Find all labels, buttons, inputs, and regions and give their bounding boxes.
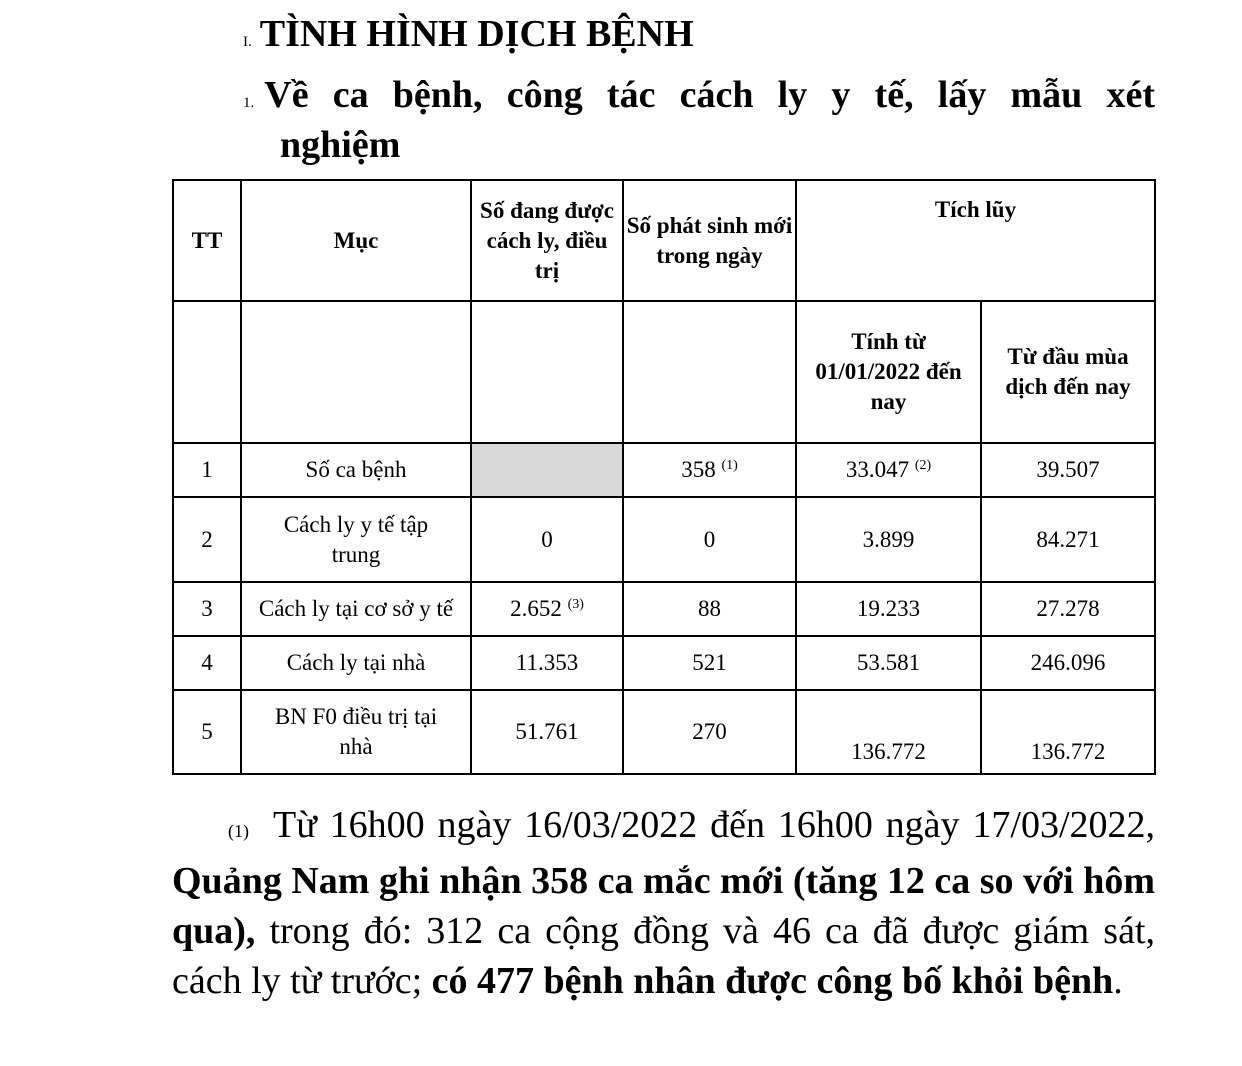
- footnote-ref: (3): [567, 597, 584, 612]
- row-all: 246.096: [981, 636, 1155, 690]
- row-tt: 5: [173, 690, 241, 774]
- table-row: [173, 443, 1155, 497]
- subsection-title-line2: nghiệm: [280, 124, 401, 166]
- table-row: [173, 497, 1155, 582]
- table-row: [173, 690, 1155, 774]
- header-tu-2022: Tính từ 01/01/2022 đến nay: [796, 301, 981, 443]
- footnote-paragraph: [172, 800, 1155, 1006]
- empty-cell: [471, 301, 623, 443]
- row-all: 39.507: [981, 443, 1155, 497]
- row-phat: 521: [623, 636, 796, 690]
- value: 358: [681, 457, 716, 482]
- note-text-2: trong đó: 312 ca cộng đồng và 46 ca đã được giám sát, cách ly từ trước;: [172, 910, 1155, 1002]
- row-phat: 0: [623, 497, 796, 582]
- row-dang: [471, 582, 623, 636]
- row-tt: 4: [173, 636, 241, 690]
- footnote-marker: (1): [228, 821, 249, 841]
- note-bold-1: Quảng Nam ghi nhận 358 ca mắc mới (tăng 12 ca so với hôm qua),: [172, 860, 1155, 952]
- header-tu-dau-mua: Từ đầu mùa dịch đến nay: [981, 301, 1155, 443]
- subsection-title-line1: Về ca bệnh, công tác cách ly y tế, lấy mẫu xét: [264, 74, 1155, 116]
- table-row: [173, 636, 1155, 690]
- row-muc: Cách ly y tế tập trung: [241, 497, 471, 582]
- value: 33.047: [845, 457, 910, 482]
- row-2022: 136.772: [796, 690, 981, 774]
- empty-cell: [623, 301, 796, 443]
- note-text-3: .: [1113, 960, 1123, 1002]
- table-row: [173, 582, 1155, 636]
- header-tich-luy: Tích lũy: [796, 180, 1155, 301]
- row-2022: 53.581: [796, 636, 981, 690]
- row-tt: 1: [173, 443, 241, 497]
- empty-cell: [241, 301, 471, 443]
- row-muc: Cách ly tại nhà: [241, 636, 471, 690]
- empty-cell: [173, 301, 241, 443]
- row-all: 84.271: [981, 497, 1155, 582]
- row-2022: 19.233: [796, 582, 981, 636]
- row-dang: 11.353: [471, 636, 623, 690]
- row-all: 136.772: [981, 690, 1155, 774]
- note-bold-2: có 477 bệnh nhân được công bố khỏi bệnh: [431, 960, 1114, 1002]
- section-heading: [243, 10, 694, 66]
- row-muc: Số ca bệnh: [241, 443, 471, 497]
- row-phat: 88: [623, 582, 796, 636]
- table-header-row: [173, 180, 1155, 301]
- footnote-ref: (1): [721, 458, 738, 473]
- row-all: 27.278: [981, 582, 1155, 636]
- row-phat: 270: [623, 690, 796, 774]
- row-tt: 3: [173, 582, 241, 636]
- header-tt: TT: [173, 180, 241, 301]
- footnote-ref: (2): [914, 458, 932, 473]
- row-2022: [796, 443, 981, 497]
- table-subheader-row: [173, 301, 1155, 443]
- row-dang: 51.761: [471, 690, 623, 774]
- row-2022: 3.899: [796, 497, 981, 582]
- header-dang-cach-ly: Số đang được cách ly, điều trị: [471, 180, 623, 301]
- row-phat: [623, 443, 796, 497]
- row-dang: 0: [471, 497, 623, 582]
- row-dang-shaded: [471, 443, 623, 497]
- note-text-1: Từ 16h00 ngày 16/03/2022 đến 16h00 ngày 17/03/2022,: [273, 804, 1155, 846]
- row-tt: 2: [173, 497, 241, 582]
- statistics-table: [172, 179, 1156, 775]
- subsection-number: 1.: [243, 95, 255, 111]
- row-muc: BN F0 điều trị tại nhà: [241, 690, 471, 774]
- section-title: TÌNH HÌNH DỊCH BỆNH: [259, 13, 694, 55]
- header-phat-sinh: Số phát sinh mới trong ngày: [623, 180, 796, 301]
- header-muc: Mục: [241, 180, 471, 301]
- section-number: I.: [243, 34, 252, 50]
- value: 2.652: [510, 596, 562, 621]
- row-muc: Cách ly tại cơ sở y tế: [241, 582, 471, 636]
